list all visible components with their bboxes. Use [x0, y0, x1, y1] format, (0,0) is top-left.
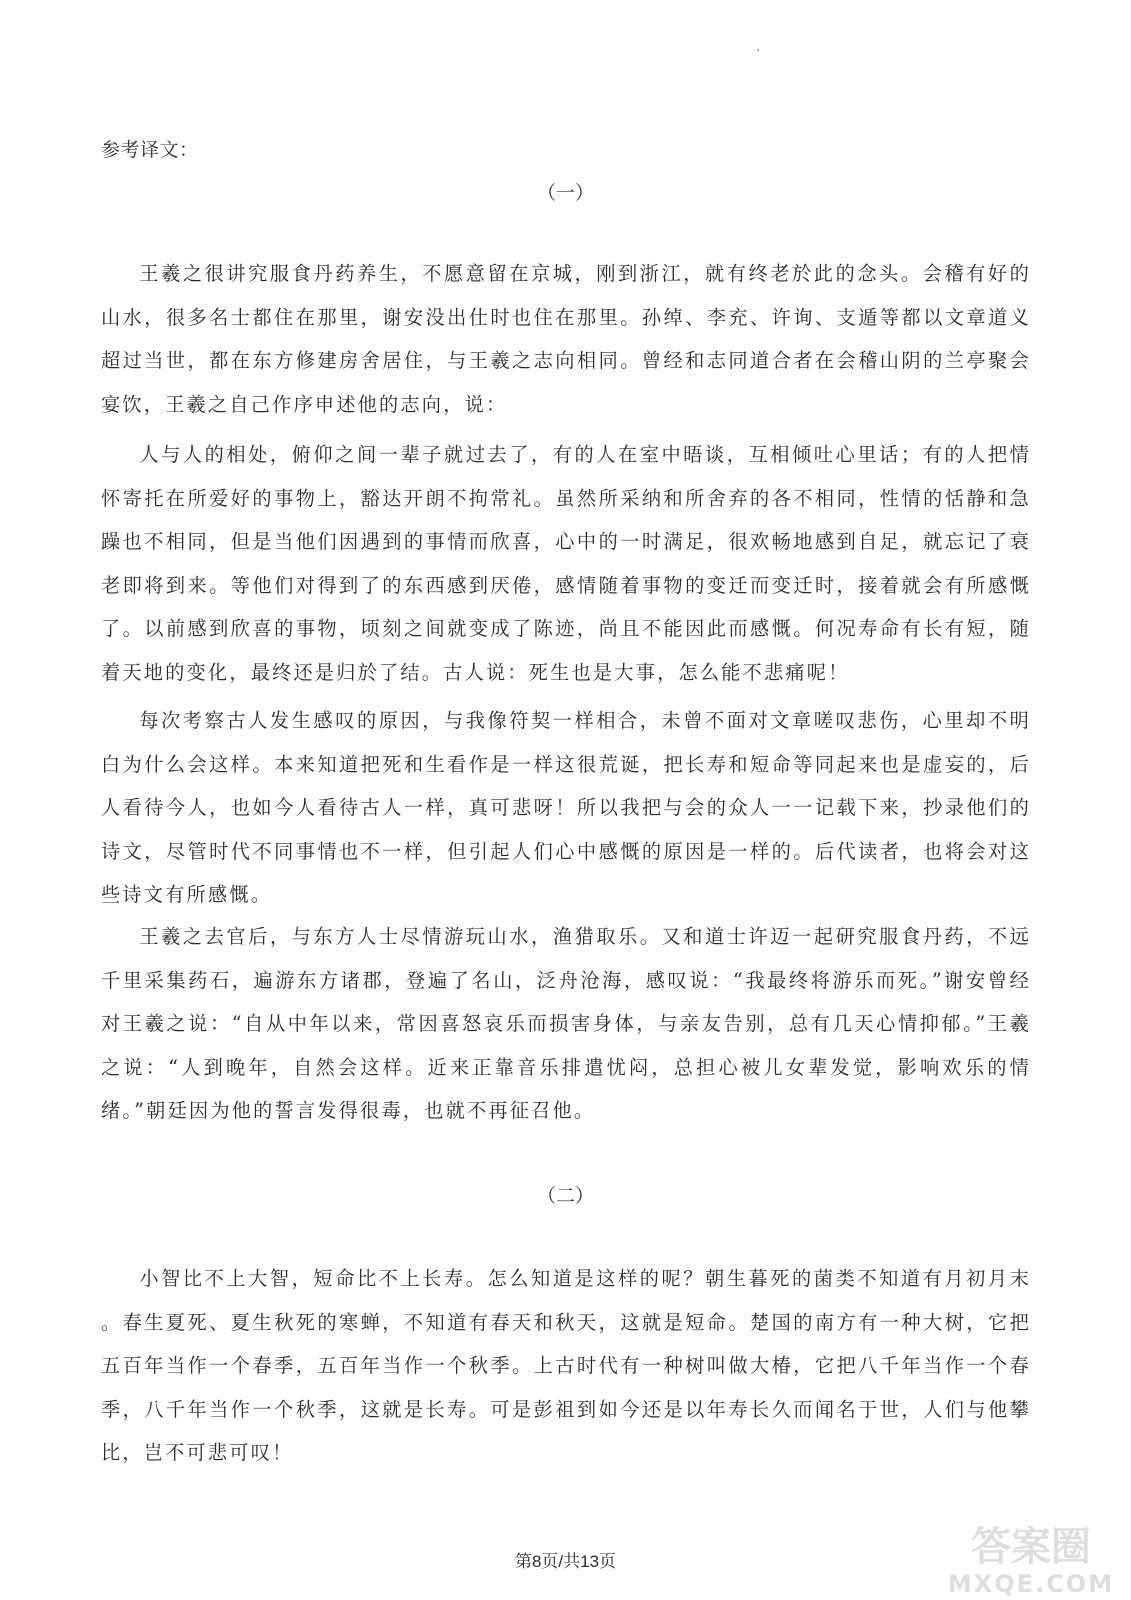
paragraph-5: 小智比不上大智，短命比不上长寿。怎么知道是这样的呢？朝生暮死的菌类不知道有月初月末 。春生夏死、夏生秋死的寒蝉，不知道有春天和秋天，这就是短命。楚国的南方有一种大树，它把五百年当作一个春季，五百年当作一个秋季。上古时代有一种树叫做大椿，它把八千年当作一个春季，八千年当作一个秋季，这就是长寿。可是彭祖到如今还是以年寿长久而闻名于世，人们与他攀比，岂不可悲可叹！	[101, 1267, 1031, 1464]
page-number: 第8页/共13页	[514, 1552, 617, 1571]
paragraph-1: 王羲之很讲究服食丹药养生，不愿意留在京城，刚到浙江，就有终老於此的念头。会稽有好的山水，很多名士都住在那里，谢安没出仕时也住在那里。孙绰、李充、许询、支遁等都以文章道义超过当世，都在东方修建房舍居住，与王羲之志向相同。曾经和志同道合者在会稽山阴的兰亭聚会宴饮，王羲之自己作序申述他的志向，说：	[101, 262, 1031, 416]
watermark-en-text: MXQE.COM	[947, 1570, 1115, 1598]
paragraph-4: 王羲之去官后，与东方人士尽情游玩山水，渔猎取乐。又和道士许迈一起研究服食丹药，不远千里采集药石，遍游东方诸郡，登遍了名山，泛舟沧海，感叹说：“我最终将游乐而死。”谢安曾经对王羲之说：“自从中年以来，常因喜怒哀乐而损害身体，与亲友告别，总有几天心情抑郁。”王羲之说：“人到晚年，自然会这样。近来正靠音乐排遣忧闷，总担心被儿女辈发觉，影响欢乐的情绪。”朝廷因为他的誓言发得很毒，也就不再征召他。	[101, 925, 1031, 1122]
scan-speck	[757, 49, 759, 51]
watermark-cn-text: 答案圈	[971, 1524, 1091, 1570]
watermark-logo	[931, 1510, 1131, 1600]
page-heading: 参考译文：	[101, 139, 199, 161]
section-title-2: （二）	[536, 1185, 594, 1207]
paragraph-2: 人与人的相处，俯仰之间一辈子就过去了，有的人在室中晤谈，互相倾吐心里话；有的人把情怀寄托在所爱好的事物上，豁达开朗不拘常礼。虽然所采纳和所舍弃的各不相同，性情的恬静和急躁也不相同，但是当他们因遇到的事情而欣喜，心中的一时满足，很欢畅地感到自足，就忘记了衰老即将到来。等他们对得到了的东西感到厌倦，感情随着事物的变迁而变迁时，接着就会有所感慨了。以前感到欣喜的事物，顷刻之间就变成了陈迹，尚且不能因此而感慨。何况寿命有长有短，随着天地的变化，最终还是归於了结。古人说：死生也是大事，怎么能不悲痛呢！	[101, 443, 1031, 684]
paragraph-3: 每次考察古人发生感叹的原因，与我像符契一样相合，未曾不面对文章嗟叹悲伤，心里却不明白为什么会这样。本来知道把死和生看作是一样这很荒诞，把长寿和短命等同起来也是虚妄的，后人看待今人，也如今人看待古人一样，真可悲呀！所以我把与会的众人一一记载下来，抄录他们的诗文，尽管时代不同事情也不一样，但引起人们心中感慨的原因是一样的。后代读者，也将会对这些诗文有所感慨。	[101, 709, 1031, 906]
section-title-1: （一）	[536, 182, 594, 204]
